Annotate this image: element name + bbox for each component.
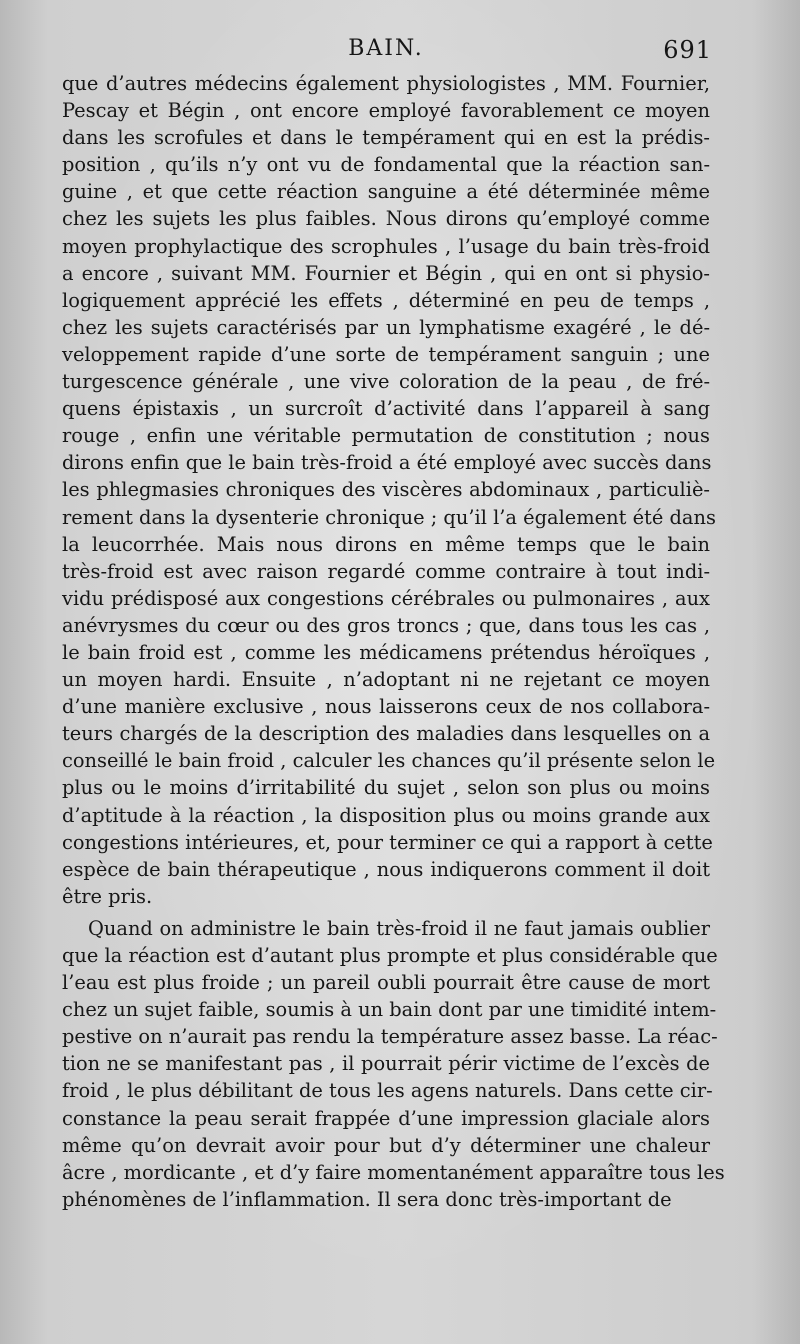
text-line: position , qu’ils n’y ont vu de fondamental que la réaction san- bbox=[62, 153, 710, 177]
text-line: froid , le plus débilitant de tous les agens naturels. Dans cette cir- bbox=[62, 1079, 713, 1103]
text-line: teurs chargés de la description des maladies dans lesquelles on a bbox=[62, 722, 710, 746]
paragraph-1 bbox=[62, 70, 716, 910]
text-line: un moyen hardi. Ensuite , n’adoptant ni ne rejetant ce moyen bbox=[62, 668, 710, 692]
page-number: 691 bbox=[663, 36, 712, 64]
running-head bbox=[62, 34, 710, 70]
body-text bbox=[62, 70, 725, 1213]
text-line: chez les sujets caractérisés par un lymphatisme exagéré , le dé- bbox=[62, 315, 710, 339]
text-line: très-froid est avec raison regardé comme contraire à tout indi- bbox=[62, 559, 710, 583]
page-title: BAIN. bbox=[348, 36, 424, 61]
text-line: phénomènes de l’inflammation. Il sera donc très-important de bbox=[62, 1187, 672, 1211]
text-line: même qu’on devrait avoir pour but d’y déterminer une chaleur bbox=[62, 1133, 710, 1157]
text-line: rouge , enfin une véritable permutation de constitution ; nous bbox=[62, 424, 710, 448]
text-line: chez un sujet faible, soumis à un bain dont par une timidité intem- bbox=[62, 998, 717, 1022]
text-line: la leucorrhée. Mais nous dirons en même temps que le bain bbox=[62, 532, 710, 556]
paragraph-2 bbox=[62, 915, 725, 1213]
text-line: pestive on n’aurait pas rendu la température assez basse. La réac- bbox=[62, 1025, 718, 1049]
text-line: logiquement apprécié les effets , déterminé en peu de temps , bbox=[62, 288, 710, 312]
text-line: turgescence générale , une vive coloration de la peau , de fré- bbox=[62, 370, 710, 394]
text-line: d’aptitude à la réaction , la disposition plus ou moins grande aux bbox=[62, 803, 710, 827]
text-line: âcre , mordicante , et d’y faire momentanément apparaître tous les bbox=[62, 1160, 725, 1184]
text-line: moyen prophylactique des scrophules , l’usage du bain très-froid bbox=[62, 234, 710, 258]
text-line: rement dans la dysenterie chronique ; qu’il l’a également été dans bbox=[62, 505, 716, 529]
text-line: l’eau est plus froide ; un pareil oubli pourrait être cause de mort bbox=[62, 971, 710, 995]
text-line: congestions intérieures, et, pour terminer ce qui a rapport à cette bbox=[62, 830, 713, 854]
text-line: d’une manière exclusive , nous laisserons ceux de nos collabora- bbox=[62, 695, 710, 719]
text-line: dirons enfin que le bain très-froid a été employé avec succès dans bbox=[62, 451, 712, 475]
text-line: anévrysmes du cœur ou des gros troncs ; que, dans tous les cas , bbox=[62, 613, 710, 637]
text-line: chez les sujets les plus faibles. Nous dirons qu’employé comme bbox=[62, 207, 710, 231]
text-line: constance la peau serait frappée d’une impression glaciale alors bbox=[62, 1106, 710, 1130]
text-line: les phlegmasies chroniques des viscères abdominaux , particuliè- bbox=[62, 478, 710, 502]
text-line: être pris. bbox=[62, 884, 153, 908]
text-line: dans les scrofules et dans le tempérament qui en est la prédis- bbox=[62, 126, 710, 150]
text-line: plus ou le moins d’irritabilité du sujet , selon son plus ou moins bbox=[62, 776, 710, 800]
text-line: que la réaction est d’autant plus prompte et plus considérable que bbox=[62, 944, 718, 967]
text-line: tion ne se manifestant pas , il pourrait périr victime de l’excès de bbox=[62, 1052, 710, 1076]
text-line: conseillé le bain froid , calculer les chances qu’il présente selon le bbox=[62, 749, 716, 773]
text-line: Quand on administre le bain très-froid il ne faut jamais oublier bbox=[88, 916, 710, 940]
text-line: a encore , suivant MM. Fournier et Bégin , qui en ont si physio- bbox=[62, 261, 710, 285]
text-line: veloppement rapide d’une sorte de tempérament sanguin ; une bbox=[62, 342, 710, 366]
text-line: Pescay et Bégin , ont encore employé favorablement ce moyen bbox=[62, 99, 710, 123]
text-line: quens épistaxis , un surcroît d’activité dans l’appareil à sang bbox=[62, 397, 710, 421]
text-line: espèce de bain thérapeutique , nous indiquerons comment il doit bbox=[62, 857, 710, 881]
text-line: le bain froid est , comme les médicamens prétendus héroïques , bbox=[62, 640, 710, 664]
text-line: guine , et que cette réaction sanguine a été déterminée même bbox=[62, 180, 710, 204]
text-line: que d’autres médecins également physiologistes , MM. Fournier, bbox=[62, 72, 710, 95]
text-line: vidu prédisposé aux congestions cérébrales ou pulmonaires , aux bbox=[62, 586, 710, 610]
